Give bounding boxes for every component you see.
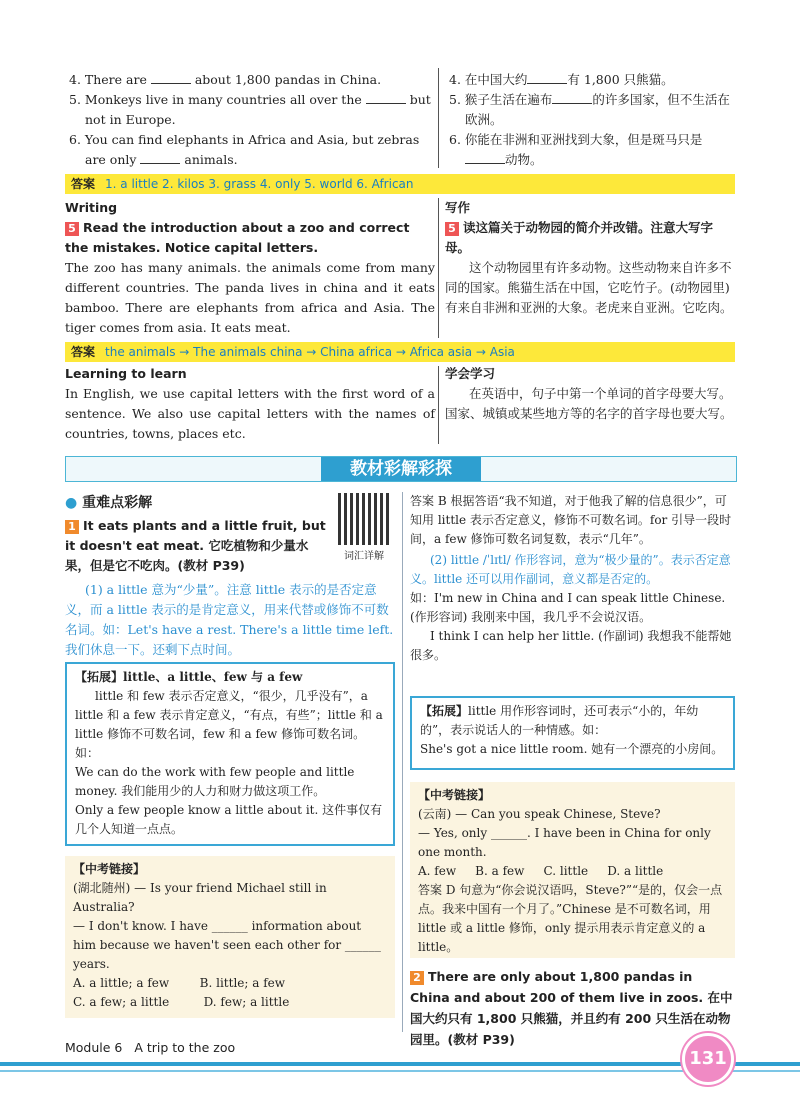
exam-link-box-2 [410,782,735,958]
item-number-badge: 1 [65,520,79,534]
writing-heading-cn: 写作 [445,200,471,215]
exam-link-title-2: 【中考链接】 [418,788,491,802]
location-pin-icon: ● [65,495,78,511]
extension-title: 【拓展】little、a little、few 与 a few [75,670,303,684]
column-divider-lower [402,492,403,1032]
exam-question-2: (云南) — Can you speak Chinese, Steve? [418,807,661,821]
exam-options-2: C. a few; a little D. few; a little [73,995,290,1009]
item-number-badge-2: 2 [410,971,424,985]
answer-text-2: the animals → The animals china → China africa → Africa asia → Asia [105,345,515,359]
answer-bar-2: 答案 the animals → The animals china → China africa → Africa asia → Asia [65,342,735,362]
learning-right [445,364,735,424]
exam-question: (湖北随州) — Is your friend Michael still in Australia? [73,881,327,914]
exercise-line-4: 4. There are about 1,800 pandas in China. [69,72,382,87]
answer-text: 1. a little 2. kilos 3. grass 4. only 5. world 6. African [105,177,414,191]
footer-module: Module 6 A trip to the zoo [65,1040,236,1055]
extension-2-body: 【拓展】little 用作形容词时，还可表示“小的，年幼的”，表示说话人的一种情感。如： [420,704,699,737]
writing-text-en: The zoo has many animals. the animals come from many different countries. The panda lives in china and it eats bamboo. There are elephants from africa and Asia. The tiger comes from asia. It eats meat. [65,260,435,335]
writing-heading: Writing [65,200,118,215]
explanation-1: (1) a little 意为“少量”。注意 little 表示的是否定意义，而 a little 表示的是肯定意义，用来代替或修饰不可数名词。如：Let's have a rest. There's a little time left. 我们休息一下。还剩下点时间。 [65,582,394,657]
exercise-line-5: 5. Monkeys live in many countries all over the but not in Europe. [69,92,431,127]
explanation-2-ex2: I think I can help her little. (作副词) 我想我不能帮她很多。 [410,629,732,662]
explanation-2: (2) little /ˈlɪtl/ 作形容词，意为“极少量的”。表示否定意义。little 还可以用作副词，意义都是否定的。 [410,553,731,586]
answer-bar-1 [65,174,735,194]
learning-heading: Learning to learn [65,366,187,381]
extension-2-example: She's got a nice little room. 她有一个漂亮的小房间。 [420,742,724,756]
answer-label: 答案 [71,177,96,191]
section-title: ● 重难点彩解 [65,495,153,511]
item-2-block [410,966,735,1050]
top-left-exercises [65,70,435,170]
banner-title: 教材彩解彩探 [321,457,481,481]
writing-task-cn: 5 读这篇关于动物园的简介并改错。注意大写字母。 [445,220,714,255]
top-right-exercises [445,70,735,170]
writing-task: 5 Read the introduction about a zoo and correct the mistakes. Notice capital letters. [65,220,410,255]
extension-example-1: We can do the work with few people and little money. 我们能用少的人力和财力做这项工作。 [75,765,355,798]
column-divider [438,68,439,168]
writing-right [445,198,735,318]
learning-text-cn: 在英语中，句子中第一个单词的首字母要大写。国家、城镇或某些地方等的名字的首字母也要大写。 [445,386,733,421]
explanation-2-ex1: 如：I'm new in China and I can speak little Chinese. (作形容词) 我刚来中国，我几乎不会说汉语。 [410,591,726,624]
lower-right-column [410,492,735,665]
learning-text-en: In English, we use capital letters with the first word of a sentence. We also use capital letters with the names of countries, towns, places etc. [65,386,435,441]
extension-example-2: Only a few people know a little about it. 这件事仅有几个人知道一点点。 [75,803,383,836]
exam-answer-d: 答案 D 句意为“你会说汉语吗，Steve?”“是的，仅会一点点。我来中国有一个月了。”Chinese 是不可数名词，用 little 或 a little 修饰，only 提示用表示肯定意义的 a little。 [418,883,723,954]
page-number: 131 [682,1033,734,1085]
writing-text-cn: 这个动物园里有许多动物。这些动物来自许多不同的国家。熊猫生活在中国，它吃竹子。(动物园里)有来自非洲和亚洲的大象。老虎来自亚洲。它吃肉。 [445,260,733,315]
footer-rule-2 [0,1070,800,1072]
exam-link-title: 【中考链接】 [73,862,146,876]
exam-answer-line: — I don't know. I have ______ information about him because we haven't seen each other for ______ years. [73,919,381,971]
exam-options-3: A. few B. a few C. little D. a little [418,864,664,878]
exercise-cn-5: 5. 猴子生活在遍布 的许多国家，但不生活在欧洲。 [449,92,730,127]
exam-options-1: A. a little; a few B. little; a few [73,976,286,990]
exercise-cn-6: 6. 你能在非洲和亚洲找到大象，但是斑马只是动物。 [449,132,703,167]
exercise-cn-4: 4. 在中国大约 有 1,800 只熊猫。 [449,72,674,87]
section-banner [65,456,737,482]
column-divider [438,366,439,444]
qr-label: 词汇详解 [344,551,384,562]
column-divider [438,198,439,338]
answer-b: 答案 B 根据答语“我不知道，对于他我了解的信息很少”，可知用 little 表示否定意义，修饰不可数名词。for 引导一段时间，a few 修饰可数名词复数，表示“几年”。 [410,494,732,546]
qr-code-icon[interactable] [338,493,390,545]
footer-rule [0,1062,800,1066]
learning-left [65,364,435,444]
learning-heading-cn: 学会学习 [445,366,496,381]
writing-left [65,198,435,338]
item-2: 2 There are only about 1,800 pandas in China and about 200 of them live in zoos. 在中国大约只有 1,800 只熊猫，并且约有 200 只生活在动物园里。(教材 P39) [410,969,733,1047]
exercise-line-6: 6. You can find elephants in Africa and Asia, but zebras are only animals. [69,132,420,167]
task-number-badge: 5 [65,222,79,236]
item-1: 1 It eats plants and a little fruit, but it doesn't eat meat. 它吃植物和少量水果，但是它不吃肉。(教材 P39) [65,518,326,573]
exam-answer-line-2: — Yes, only ______. I have been in China for only one month. [418,826,711,859]
exam-link-box-1 [65,856,395,1018]
extension-body: little 和 few 表示否定意义，“很少，几乎没有”，a little 和 a few 表示肯定意义，“有点，有些”；little 和 a little 修饰不可数名词，few 和 a few 修饰可数名词。如： [75,689,383,760]
extension-box-1 [65,662,395,846]
extension-box-2 [410,696,735,770]
